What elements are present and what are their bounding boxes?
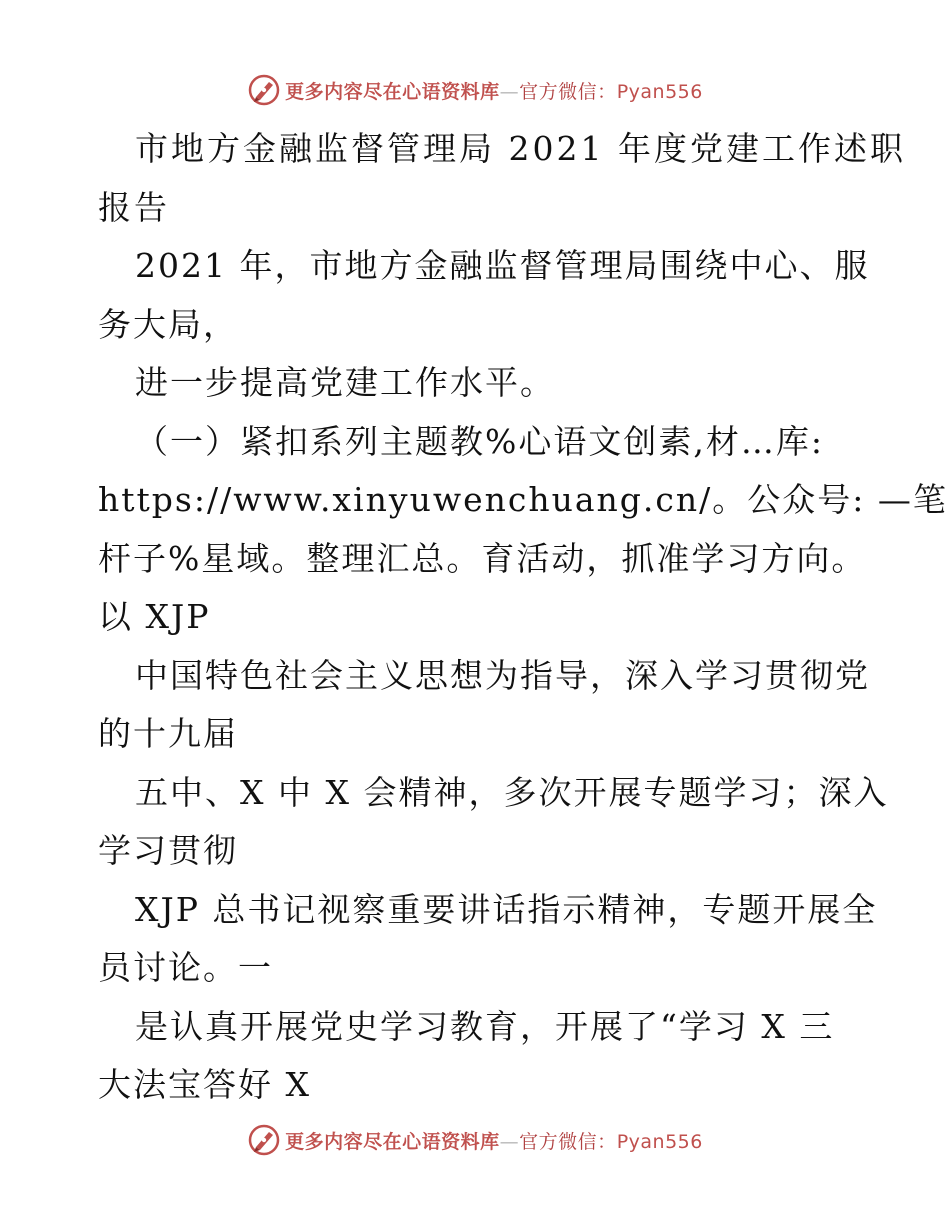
watermark-account: Pyan556 (616, 80, 703, 103)
footer-watermark (0, 1120, 950, 1160)
pen-logo-icon (247, 73, 281, 107)
paragraph-line: 中国特色社会主义思想为指导，深入学习贯彻党 (135, 655, 870, 695)
watermark-main: 更多内容尽在心语资料库 (285, 80, 500, 103)
watermark-separator: — (499, 80, 520, 103)
paragraph-line: 大法宝答好 X (98, 1065, 311, 1104)
paragraph-line: XJP 总书记视察重要讲话指示精神，专题开展全 (135, 889, 878, 929)
document-title-line: 报告 (98, 187, 170, 227)
watermark-text (285, 77, 703, 104)
paragraph-line: 的十九届 (98, 714, 238, 753)
paragraph-line: 务大局， (98, 304, 238, 344)
paragraph-line: 是认真开展党史学习教育，开展了“学习 X 三 (135, 1006, 835, 1046)
watermark-main: 更多内容尽在心语资料库 (285, 1130, 500, 1153)
paragraph-line: 五中、X 中 X 会精神，多次开展专题学习；深入 (135, 772, 889, 812)
watermark-account: Pyan556 (616, 1130, 703, 1153)
paragraph-line: 员讨论。一 (98, 948, 273, 987)
watermark-text (285, 1127, 703, 1154)
paragraph-line: https://www.xinyuwenchuang.cn/。公众号: —笔 (98, 480, 948, 519)
watermark-label: 官方微信： (519, 1130, 617, 1153)
paragraph-line: 2021 年，市地方金融监督管理局围绕中心、服 (135, 246, 870, 285)
header-watermark (0, 70, 950, 110)
watermark-separator: — (499, 1130, 520, 1153)
watermark-label: 官方微信： (519, 80, 617, 103)
paragraph-line: 以 XJP (98, 597, 211, 636)
document-title-line: 市地方金融监督管理局 2021 年度党建工作述职 (135, 129, 906, 168)
paragraph-line: （一）紧扣系列主题教%心语文创素,材…库: (135, 421, 824, 461)
paragraph-line: 学习贯彻 (98, 831, 238, 870)
pen-logo-icon (247, 1123, 281, 1157)
paragraph-line: 杆子%星域。整理汇总。育活动，抓准学习方向。 (98, 538, 867, 578)
paragraph-line: 进一步提高党建工作水平。 (135, 363, 555, 402)
document-body (98, 120, 948, 1115)
